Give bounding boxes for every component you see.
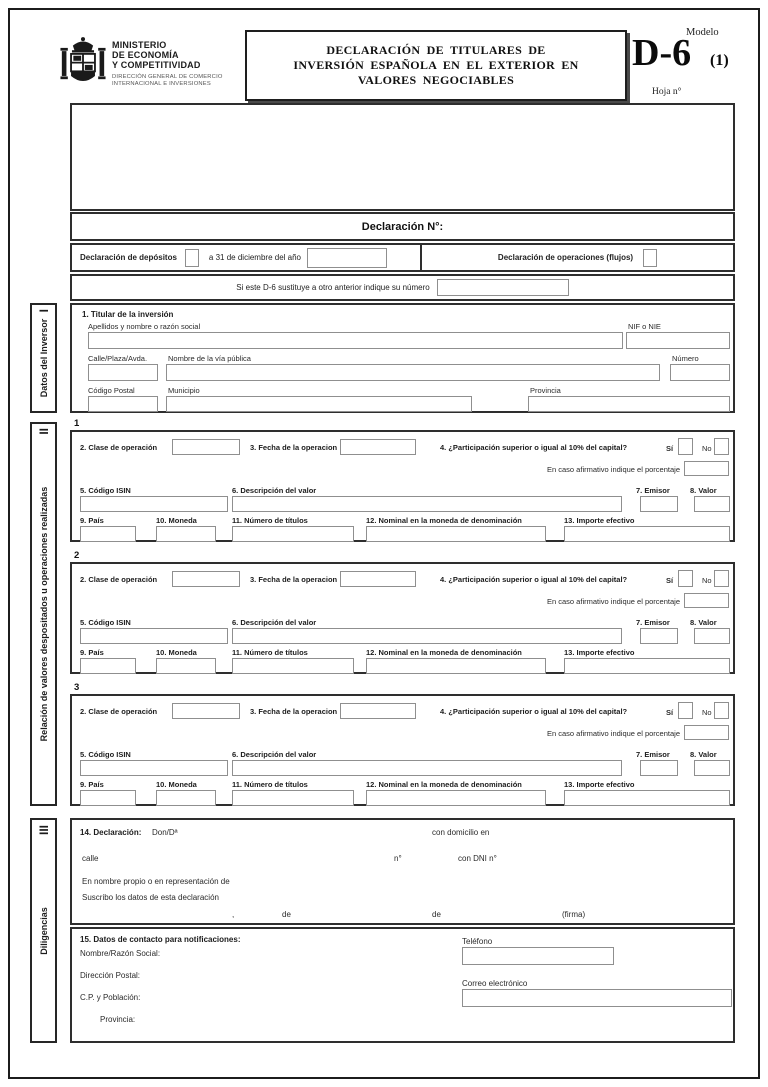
block2-participation-label: 4. ¿Participación superior o igual al 10% del capital? xyxy=(440,575,628,584)
block2-op-date-label: 3. Fecha de la operacion xyxy=(250,575,338,584)
block1-effective-amount-input[interactable] xyxy=(564,526,730,542)
section-band-diligence xyxy=(30,818,57,1043)
street-number-label: Número xyxy=(672,354,699,363)
contact-title: 15. Datos de contacto para notificaciones: xyxy=(80,935,241,944)
don-label: Don/Dª xyxy=(152,828,178,837)
date-de-2: de xyxy=(432,910,441,919)
block2-currency-input[interactable] xyxy=(156,658,216,674)
block2-isin-input[interactable] xyxy=(80,628,228,644)
block2-num-titles-input[interactable] xyxy=(232,658,354,674)
block3-no-label: No xyxy=(702,708,712,717)
block3-country-label: 9. País xyxy=(80,780,104,789)
block1-operation-block xyxy=(70,418,735,542)
declaration-type-row xyxy=(70,243,735,272)
block3-value-input[interactable] xyxy=(694,760,730,776)
block2-currency-label: 10. Moneda xyxy=(156,648,197,657)
block1-num-titles-input[interactable] xyxy=(232,526,354,542)
block1-isin-input[interactable] xyxy=(80,496,228,512)
phone-label: Teléfono xyxy=(462,937,493,946)
block3-op-class-label: 2. Clase de operación xyxy=(80,707,158,716)
block1-participation-label: 4. ¿Participación superior o igual al 10% del capital? xyxy=(440,443,628,452)
dni-label: con DNI n° xyxy=(458,854,497,863)
block3-op-class-input[interactable] xyxy=(172,703,240,719)
deposits-date-label: a 31 de diciembre del año xyxy=(208,253,301,262)
block2-issuer-label: 7. Emisor xyxy=(636,618,670,627)
email-label: Correo electrónico xyxy=(462,979,528,988)
operations-band-label: Relación de valores despositados u operaciones realizadas xyxy=(38,486,49,742)
block2-description-input[interactable] xyxy=(232,628,622,644)
signature-label: (firma) xyxy=(562,910,586,919)
block3-isin-input[interactable] xyxy=(80,760,228,776)
diligence-band-label: Diligencias xyxy=(38,906,49,955)
block1-description-input[interactable] xyxy=(232,496,622,512)
block1-issuer-input[interactable] xyxy=(640,496,678,512)
block1-num-titles-label: 11. Número de títulos xyxy=(232,516,308,525)
deposits-checkbox[interactable] xyxy=(185,249,199,267)
block2-yes-label: Sí xyxy=(666,576,674,585)
date-de-1: de xyxy=(282,910,291,919)
block2-value-input[interactable] xyxy=(694,628,730,644)
block2-issuer-input[interactable] xyxy=(640,628,678,644)
block1-no-label: No xyxy=(702,444,712,453)
block3-issuer-input[interactable] xyxy=(640,760,678,776)
block3-effective-amount-input[interactable] xyxy=(564,790,730,806)
section-band-operations xyxy=(30,422,57,806)
nif-label: NIF o NIE xyxy=(628,322,661,331)
block1-currency-input[interactable] xyxy=(156,526,216,542)
block1-percentage-label: En caso afirmativo indique el porcentaje xyxy=(547,465,680,474)
flows-checkbox[interactable] xyxy=(643,249,657,267)
declaration-14-box xyxy=(70,818,735,925)
operation-blocks-container xyxy=(70,418,735,814)
declaration-14-label: 14. Declaración: xyxy=(80,828,142,837)
contact-name-label: Nombre/Razón Social: xyxy=(80,949,161,958)
postal-code-input[interactable] xyxy=(88,396,158,412)
address-empty-box xyxy=(70,103,735,211)
block1-description-label: 6. Descripción del valor xyxy=(232,486,317,495)
investor-box xyxy=(70,303,735,413)
street-label: calle xyxy=(82,854,99,863)
street-type-input[interactable] xyxy=(88,364,158,381)
block3-num-titles-label: 11. Número de títulos xyxy=(232,780,308,789)
block2-op-date-input[interactable] xyxy=(340,571,416,587)
operations-band-numeral: II xyxy=(36,428,51,435)
municipality-input[interactable] xyxy=(166,396,472,412)
block3-country-input[interactable] xyxy=(80,790,136,806)
spain-coat-of-arms-icon xyxy=(60,36,106,97)
ministry-line-3: Y COMPETITIVIDAD xyxy=(112,60,201,70)
substitution-row xyxy=(70,274,735,301)
block3-value-label: 8. Valor xyxy=(690,750,717,759)
block1-currency-label: 10. Moneda xyxy=(156,516,197,525)
directorate-line-2: INTERNACIONAL E INVERSIONES xyxy=(112,80,211,87)
block2-value-label: 8. Valor xyxy=(690,618,717,627)
email-input[interactable] xyxy=(462,989,732,1007)
block2-op-class-input[interactable] xyxy=(172,571,240,587)
block2-num-titles-label: 11. Número de títulos xyxy=(232,648,308,657)
ministry-line-1: MINISTERIO xyxy=(112,40,167,50)
block3-nominal-label: 12. Nominal en la moneda de denominación xyxy=(366,780,522,789)
contact-postal-label: Dirección Postal: xyxy=(80,971,141,980)
street-type-label: Calle/Plaza/Avda. xyxy=(88,354,148,363)
declaration-number-header: Declaración N°: xyxy=(70,212,735,241)
block1-yes-label: Sí xyxy=(666,444,674,453)
modelo-label: Modelo xyxy=(686,27,719,38)
block3-effective-amount-label: 13. Importe efectivo xyxy=(564,780,635,789)
name-input[interactable] xyxy=(88,332,623,349)
block3-yes-label: Sí xyxy=(666,708,674,717)
province-input[interactable] xyxy=(528,396,730,412)
contact-15-box xyxy=(70,927,735,1043)
ministry-name-block xyxy=(112,40,223,88)
street-no-label: n° xyxy=(394,854,402,863)
block3-num-titles-input[interactable] xyxy=(232,790,354,806)
coat-of-arms-graphic xyxy=(60,36,106,92)
block3-op-date-input[interactable] xyxy=(340,703,416,719)
block3-no-checkbox[interactable] xyxy=(714,702,729,719)
block3-operation-block-number: 3 xyxy=(74,682,80,693)
block1-value-label: 8. Valor xyxy=(690,486,717,495)
block3-isin-label: 5. Código ISIN xyxy=(80,750,131,759)
block1-value-input[interactable] xyxy=(694,496,730,512)
block2-percentage-input[interactable] xyxy=(684,593,729,608)
street-name-input[interactable] xyxy=(166,364,660,381)
block2-isin-label: 5. Código ISIN xyxy=(80,618,131,627)
deposits-label: Declaración de depósitos xyxy=(80,253,177,262)
investor-band-label: Datos del Inversor xyxy=(38,318,49,398)
block1-country-label: 9. País xyxy=(80,516,104,525)
block2-operation-block-box xyxy=(70,562,735,674)
block2-percentage-label: En caso afirmativo indique el porcentaje xyxy=(547,597,680,606)
municipality-label: Municipio xyxy=(168,386,200,395)
contact-cp-label: C.P. y Población: xyxy=(80,993,141,1002)
block1-percentage-input[interactable] xyxy=(684,461,729,476)
subscribe-label: Suscribo los datos de esta declaración xyxy=(82,893,219,902)
phone-input[interactable] xyxy=(462,947,614,965)
block1-op-class-input[interactable] xyxy=(172,439,240,455)
block2-country-input[interactable] xyxy=(80,658,136,674)
block3-issuer-label: 7. Emisor xyxy=(636,750,670,759)
nif-input[interactable] xyxy=(626,332,730,349)
block2-description-label: 6. Descripción del valor xyxy=(232,618,317,627)
investor-title: 1. Titular de la inversión xyxy=(82,310,174,319)
block3-yes-checkbox[interactable] xyxy=(678,702,693,719)
block3-description-input[interactable] xyxy=(232,760,622,776)
block3-description-label: 6. Descripción del valor xyxy=(232,750,317,759)
directorate-line-1: DIRECCIÓN GENERAL DE COMERCIO xyxy=(112,74,223,80)
substitution-label: Si este D-6 sustituye a otro anterior indique su número xyxy=(236,283,430,292)
block1-isin-label: 5. Código ISIN xyxy=(80,486,131,495)
block2-effective-amount-input[interactable] xyxy=(564,658,730,674)
block1-op-class-label: 2. Clase de operación xyxy=(80,443,158,452)
block2-operation-block-number: 2 xyxy=(74,550,80,561)
block2-yes-checkbox[interactable] xyxy=(678,570,693,587)
block1-op-date-label: 3. Fecha de la operacion xyxy=(250,443,338,452)
block1-operation-block-number: 1 xyxy=(74,418,80,429)
model-code: D-6 xyxy=(632,32,692,74)
flows-cell xyxy=(422,245,733,270)
block1-operation-block-box xyxy=(70,430,735,542)
block2-op-class-label: 2. Clase de operación xyxy=(80,575,158,584)
domicile-label: con domicilio en xyxy=(432,828,490,837)
model-note: (1) xyxy=(710,52,729,69)
block2-effective-amount-label: 13. Importe efectivo xyxy=(564,648,635,657)
block2-country-label: 9. País xyxy=(80,648,104,657)
name-label: Apellidos y nombre o razón social xyxy=(88,322,201,331)
section-band-investor xyxy=(30,303,57,413)
investor-band-numeral: I xyxy=(36,309,51,313)
block2-nominal-label: 12. Nominal en la moneda de denominación xyxy=(366,648,522,657)
substitution-number-input[interactable] xyxy=(437,279,569,296)
block3-percentage-input[interactable] xyxy=(684,725,729,740)
contact-province-label: Provincia: xyxy=(100,1015,136,1024)
block3-operation-block-box xyxy=(70,694,735,806)
block1-nominal-input[interactable] xyxy=(366,526,546,542)
form-title: DECLARACIÓN DE TITULARES DE INVERSIÓN ESPAÑOLA EN EL EXTERIOR EN VALORES NEGOCIABLES xyxy=(245,30,627,101)
block3-percentage-label: En caso afirmativo indique el porcentaje xyxy=(547,729,680,738)
deposits-cell xyxy=(72,245,422,270)
block2-no-label: No xyxy=(702,576,712,585)
street-name-label: Nombre de la vía pública xyxy=(168,354,251,363)
block3-currency-input[interactable] xyxy=(156,790,216,806)
province-label: Provincia xyxy=(530,386,561,395)
sheet-number-label: Hoja n° xyxy=(652,87,682,97)
own-name-label: En nombre propio o en representación de xyxy=(82,877,230,886)
comma-mark: , xyxy=(232,910,235,919)
diligence-band-numeral: III xyxy=(36,824,51,835)
block1-no-checkbox[interactable] xyxy=(714,438,729,455)
block3-currency-label: 10. Moneda xyxy=(156,780,197,789)
block2-operation-block xyxy=(70,550,735,674)
block3-nominal-input[interactable] xyxy=(366,790,546,806)
block1-yes-checkbox[interactable] xyxy=(678,438,693,455)
block2-nominal-input[interactable] xyxy=(366,658,546,674)
block1-effective-amount-label: 13. Importe efectivo xyxy=(564,516,635,525)
street-number-input[interactable] xyxy=(670,364,730,381)
block1-issuer-label: 7. Emisor xyxy=(636,486,670,495)
flows-label: Declaración de operaciones (flujos) xyxy=(497,253,634,262)
ministry-line-2: DE ECONOMÍA xyxy=(112,50,179,60)
block1-op-date-input[interactable] xyxy=(340,439,416,455)
block1-nominal-label: 12. Nominal en la moneda de denominación xyxy=(366,516,522,525)
block2-no-checkbox[interactable] xyxy=(714,570,729,587)
block3-op-date-label: 3. Fecha de la operacion xyxy=(250,707,338,716)
block3-participation-label: 4. ¿Participación superior o igual al 10% del capital? xyxy=(440,707,628,716)
postal-code-label: Código Postal xyxy=(88,386,135,395)
deposits-year-input[interactable] xyxy=(307,248,387,268)
block1-country-input[interactable] xyxy=(80,526,136,542)
block3-operation-block xyxy=(70,682,735,806)
